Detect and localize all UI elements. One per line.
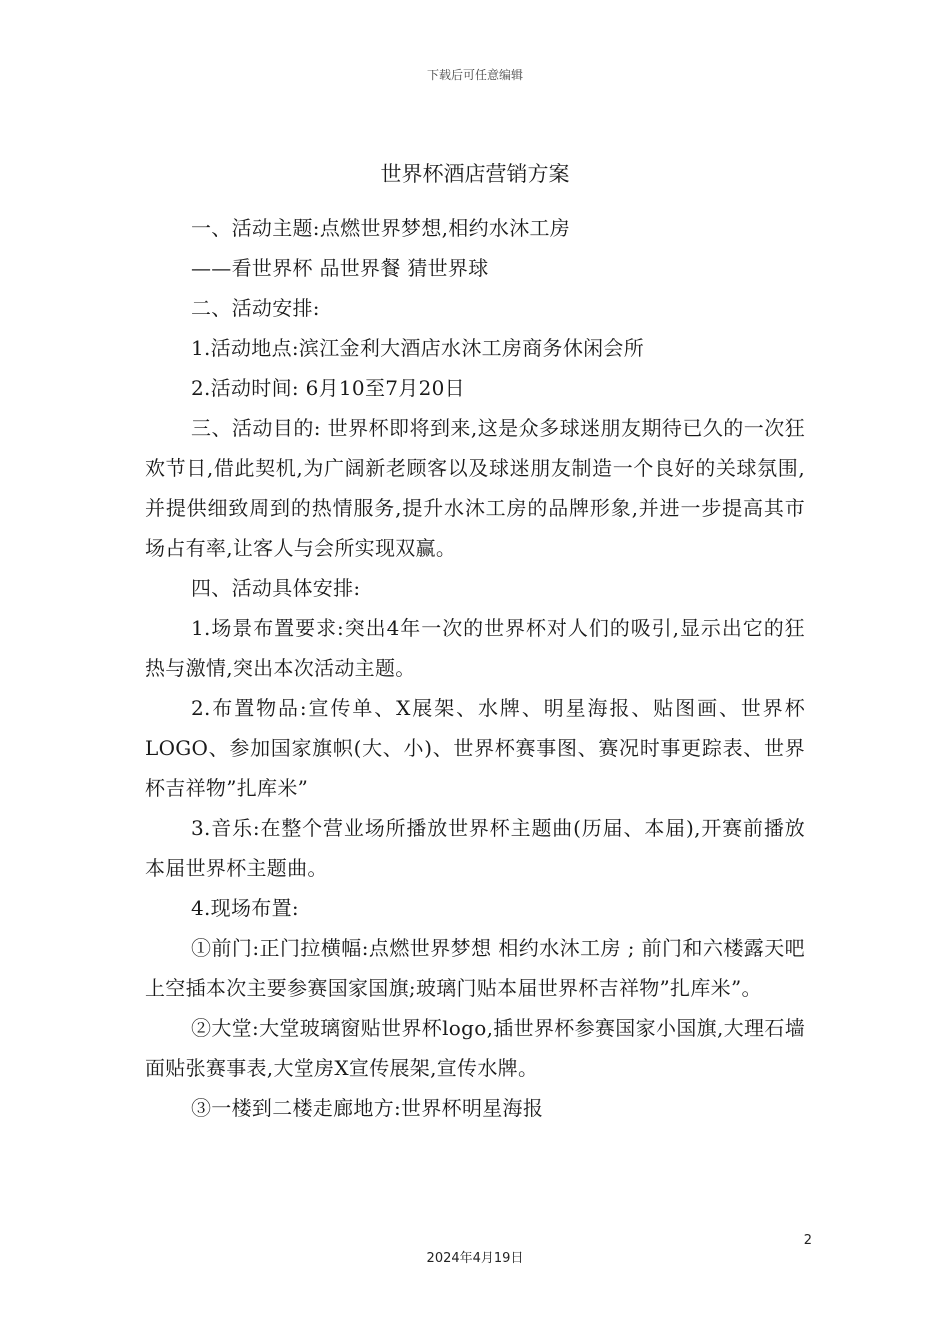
paragraph-theme-slogan: ——看世界杯 品世界餐 猜世界球: [191, 256, 489, 280]
paragraph-decoration-items: 2.布置物品:宣传单、X展架、水牌、明星海报、贴图画、世界杯LOGO、参加国家旗帜(大、小)、世界杯赛事图、赛况时事更踪表、世界杯吉祥物”扎库米”: [145, 696, 805, 800]
document-title: 世界杯酒店营销方案: [380, 162, 570, 186]
header-note: 下载后可任意编辑: [426, 68, 523, 82]
document-body: [145, 208, 805, 1128]
paragraph-activity-arrangement: 二、活动安排:: [191, 296, 320, 320]
paragraph-activity-theme: 一、活动主题:点燃世界梦想,相约水沐工房: [191, 216, 571, 240]
paragraph-activity-purpose: 三、活动目的: 世界杯即将到来,这是众多球迷朋友期待已久的一次狂欢节日,借此契机,为广阔新老顾客以及球迷朋友制造一个良好的关球氛围,并提供细致周到的热情服务,提升水沐工房的品牌形象,并进一步提高其市场占有率,让客人与会所实现双赢。: [145, 416, 805, 560]
paragraph-site-layout: 4.现场布置:: [191, 896, 299, 920]
paragraph-specific-arrangement: 四、活动具体安排:: [191, 576, 361, 600]
paragraph-music: 3.音乐:在整个营业场所播放世界杯主题曲(历届、本届),开赛前播放本届世界杯主题曲。: [145, 816, 805, 880]
paragraph-corridor: ③一楼到二楼走廊地方:世界杯明星海报: [191, 1096, 544, 1120]
paragraph-scene-requirements: 1.场景布置要求:突出4年一次的世界杯对人们的吸引,显示出它的狂热与激情,突出本次活动主题。: [145, 616, 805, 680]
paragraph-activity-location: 1.活动地点:滨江金利大酒店水沐工房商务休闲会所: [191, 336, 645, 360]
paragraph-activity-time: 2.活动时间: 6月10至7月20日: [191, 376, 465, 400]
paragraph-front-door: ①前门:正门拉横幅:点燃世界梦想 相约水沐工房 ; 前门和六楼露天吧上空插本次主要参赛国家国旗;玻璃门贴本届世界杯吉祥物”扎库米”。: [145, 936, 805, 1000]
footer-date: 2024年4月19日: [426, 1251, 524, 1266]
page-number: 2: [803, 1233, 812, 1248]
paragraph-lobby: ②大堂:大堂玻璃窗贴世界杯logo,插世界杯参赛国家小国旗,大理石墙面贴张赛事表,大堂房X宣传展架,宣传水牌。: [145, 1016, 805, 1080]
